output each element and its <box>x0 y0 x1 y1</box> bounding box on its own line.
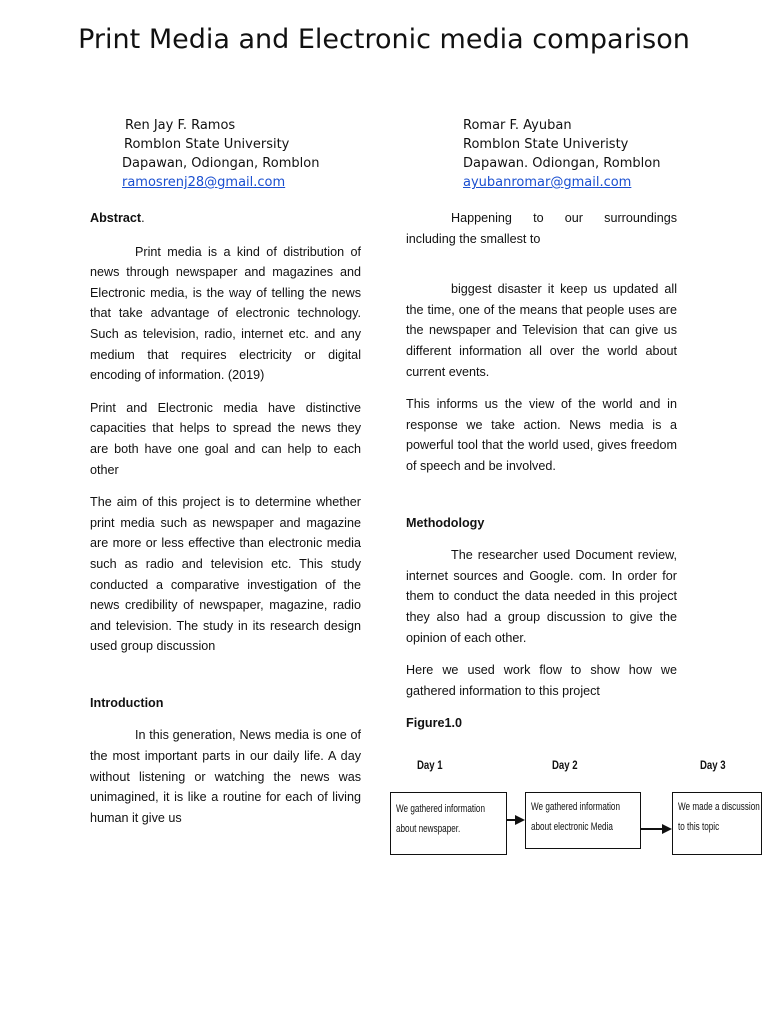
author-address: Dapawan, Odiongan, Romblon <box>122 156 320 171</box>
step-box-3 <box>672 792 762 855</box>
author-address: Dapawan. Odiongan, Romblon <box>463 156 661 171</box>
introduction-heading: Introduction <box>90 695 164 710</box>
step-1-text <box>396 799 507 839</box>
right-paragraph-1: Happening to our surroundings including the smallest to <box>406 211 677 246</box>
author-email-link[interactable]: ayubanromar@gmail.com <box>463 175 632 190</box>
author-email-link[interactable]: ramosrenj28@gmail.com <box>122 175 286 190</box>
step-3-line-2: to this topic <box>678 821 720 833</box>
author-name: Ren Jay F. Ramos <box>125 118 236 133</box>
author-block-1 <box>122 116 319 192</box>
step-box-2 <box>525 792 641 849</box>
introduction-paragraph: In this generation, News media is one of the most important parts in our daily life. A day without listening or watching the news was unimagined, it is like a routine for each of living human it give us <box>90 728 361 825</box>
right-paragraph-2: biggest disaster it keep us updated all the time, one of the means that people uses are the newspaper and Television that can give us different information all over the world about current events. <box>406 282 677 379</box>
abstract-heading: Abstract <box>90 211 142 225</box>
methodology-paragraph-1: The researcher used Document review, internet sources and Google. com. In order for them to conduct the data needed in this project they also had a group discussion to give the opinion of each other. <box>406 548 677 645</box>
day-1-label: Day 1 <box>417 758 443 772</box>
right-column <box>406 208 677 734</box>
author-university: Romblon State Univeristy <box>463 137 629 152</box>
day-2-label: Day 2 <box>552 758 578 772</box>
methodology-heading: Methodology <box>406 515 485 530</box>
left-column <box>90 208 361 828</box>
abstract-heading-line <box>90 208 361 229</box>
day-3-label: Day 3 <box>700 758 726 772</box>
step-2-text <box>531 797 642 837</box>
abstract-paragraph-3: The aim of this project is to determine whether print media such as newspaper and magazine are more or less effective than electronic media such as radio and television etc. This study conducted a comparative investigation of the news credibility of newspaper, magazine, radio and television. The study in its research design used group discussion <box>90 495 361 654</box>
author-block-2 <box>463 116 660 192</box>
step-3-text <box>678 797 763 837</box>
paper-title: Print Media and Electronic media comparison <box>78 24 690 55</box>
step-2-line-1: We gathered information <box>531 801 620 813</box>
workflow-diagram <box>386 755 764 860</box>
author-name: Romar F. Ayuban <box>463 118 572 133</box>
figure-label: Figure1.0 <box>406 716 462 731</box>
step-2-line-2: about electronic Media <box>531 821 613 833</box>
right-paragraph-3: This informs us the view of the world and in response we take action. News media is a powerful tool that the world used, gives freedom of speech and be involved. <box>406 397 677 473</box>
abstract-heading-period: . <box>141 211 145 225</box>
step-box-1 <box>390 792 507 855</box>
step-1-line-2: about newspaper. <box>396 823 461 835</box>
abstract-paragraph-1: Print media is a kind of distribution of news through newspaper and magazines and Electronic media, is the way of telling the news that take advantage of electronic technology. Such as television, radio, internet etc. and any medium that requires electricity or digital encoding of information. (2019) <box>90 244 361 383</box>
author-university: Romblon State University <box>124 137 290 152</box>
step-3-line-1: We made a discussion <box>678 801 760 813</box>
methodology-paragraph-2: Here we used work flow to show how we gathered information to this project <box>406 663 677 698</box>
abstract-paragraph-2: Print and Electronic media have distinctive capacities that helps to spread the news they are both have one goal and can help to each other <box>90 400 361 477</box>
step-1-line-1: We gathered information <box>396 803 485 815</box>
